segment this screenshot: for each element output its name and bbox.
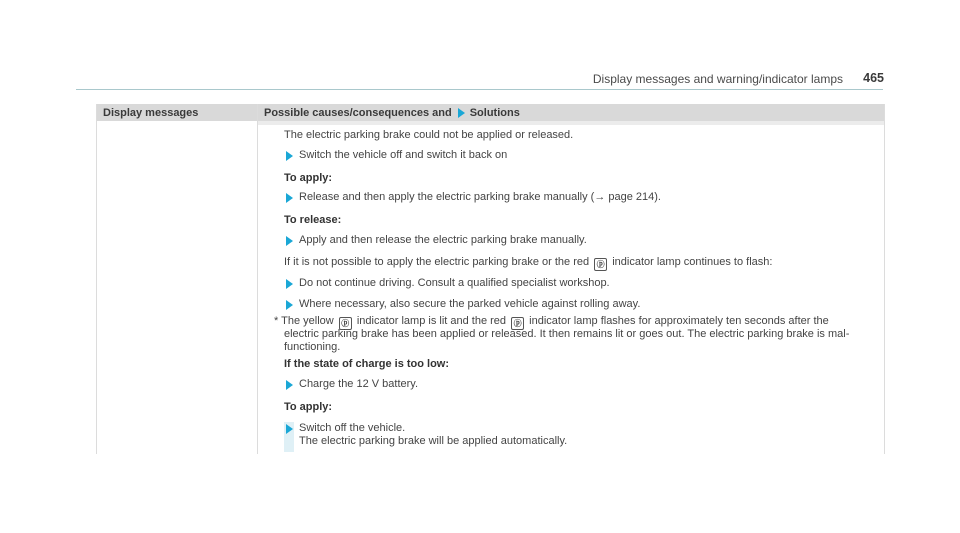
column-header-solutions: Solutions <box>469 107 520 119</box>
column-header-display-messages: Display messages <box>103 107 199 119</box>
footnote-text-c: indicator lamp flashes for approximately ten seconds after the <box>529 315 829 327</box>
footnote-line-3: functioning. <box>284 341 341 353</box>
running-header-title: Display messages and warning/indicator lamps <box>592 72 843 86</box>
step-arrow-icon <box>286 151 293 161</box>
parking-brake-lamp-icon: ⓟ <box>339 317 352 330</box>
step-arrow-icon <box>286 236 293 246</box>
cause-text: The electric parking brake could not be applied or released. <box>284 129 574 141</box>
table-header <box>96 104 885 121</box>
condition-text-b: indicator lamp continues to flash: <box>612 256 773 268</box>
parking-brake-lamp-icon: ⓟ <box>594 258 607 271</box>
messages-table <box>96 104 885 454</box>
table-left-border <box>96 104 97 454</box>
step-charge-battery: Charge the 12 V battery. <box>299 378 419 390</box>
parking-brake-lamp-icon: ⓟ <box>511 317 524 330</box>
footnote-text-b: indicator lamp is lit and the red <box>356 315 507 327</box>
step-release-and-apply: Release and then apply the electric parking brake manually (→ page 214). <box>299 191 661 203</box>
step-switch-off-vehicle: Switch off the vehicle. <box>299 422 406 434</box>
subheading-low-charge: If the state of charge is too low: <box>284 358 450 370</box>
step-arrow-icon <box>286 424 293 434</box>
table-right-border <box>884 104 885 454</box>
subheading-to-apply: To apply: <box>284 172 333 184</box>
table-subheader-band <box>258 121 884 125</box>
step-secure-vehicle: Where necessary, also secure the parked vehicle against rolling away. <box>299 298 641 310</box>
step-arrow-icon <box>286 300 293 310</box>
column-header-causes-solutions <box>264 107 520 119</box>
subheading-to-release: To release: <box>284 214 342 226</box>
step-switch-off-on: Switch the vehicle off and switch it back on <box>299 149 508 161</box>
step-apply-and-release: Apply and then release the electric parking brake manually. <box>299 234 587 246</box>
step-do-not-drive: Do not continue driving. Consult a qualified specialist workshop. <box>299 277 610 289</box>
footnote-text-a: * The yellow <box>274 315 334 327</box>
step-arrow-icon <box>286 279 293 289</box>
step-arrow-icon <box>286 193 293 203</box>
header-divider <box>76 89 883 90</box>
page-header <box>0 0 960 92</box>
result-auto-apply: The electric parking brake will be applied automatically. <box>299 435 568 447</box>
condition-text-a: If it is not possible to apply the electric parking brake or the red <box>284 256 590 268</box>
step-arrow-icon <box>286 380 293 390</box>
solution-arrow-icon <box>458 108 465 118</box>
subheading-to-apply-2: To apply: <box>284 401 333 413</box>
condition-not-possible <box>284 256 772 271</box>
column-separator <box>257 104 258 454</box>
column-header-causes: Possible causes/consequences and <box>264 107 452 119</box>
page-number: 465 <box>863 71 884 85</box>
footnote-line-2: electric parking brake has been applied or released. It then remains lit or goes out. The electric parking brake is mal- <box>284 328 850 340</box>
